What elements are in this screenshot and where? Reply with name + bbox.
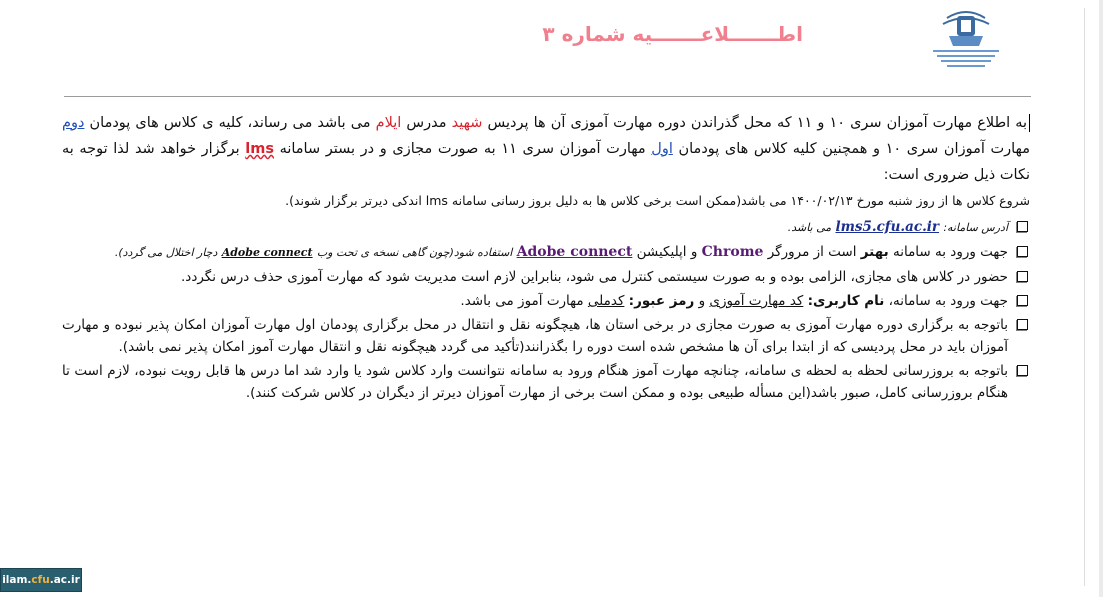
url-part-cfu: cfu	[31, 574, 50, 586]
intro-text-9: مهارت آموزان سری ۱۱ به صورت مجازی و در بستر سامانه	[279, 141, 646, 157]
university-logo	[923, 6, 1009, 78]
checkbox-bullet-icon	[1017, 271, 1028, 282]
intro-highlight-dovom: دوم	[62, 115, 85, 131]
checkbox-bullet-icon	[1017, 221, 1028, 232]
document-body	[62, 110, 1030, 406]
intro-text-1: به اطلاع مهارت آموزان سری ۱۰ و ۱۱ که محل گذراندن دوره مهارت آموزی آن ها پردیس	[487, 115, 1028, 131]
intro-highlight-shahid: شهید	[451, 115, 483, 131]
attendance-note: حضور در کلاس های مجازی، الزامی بوده و به صورت سیستمی کنترل می شود، بنابراین لازم است مدیریت شود که مهارت آموزی حذف درس نگردد.	[181, 269, 1008, 285]
password-value: کدملی	[587, 293, 625, 309]
login-text-1: جهت ورود به سامانه،	[888, 293, 1008, 309]
list-item	[62, 290, 1030, 312]
intro-highlight-aval: اول	[651, 141, 673, 157]
address-label: آدرس سامانه:	[943, 221, 1008, 234]
intro-text-7: مهارت آموزان سری ۱۰ و همچنین کلیه کلاس های پودمان	[678, 141, 1030, 157]
intro-text-11: برگزار خواهد شد لذا توجه به نکات ذیل ضروری است:	[62, 141, 1030, 183]
browser-text-5: دچار اختلال می گردد).	[114, 246, 218, 259]
login-text-2: و	[698, 293, 706, 309]
adobe-connect-label: Adobe connect	[516, 244, 633, 260]
checkbox-bullet-icon	[1017, 365, 1028, 376]
intro-paragraph	[62, 110, 1030, 188]
browser-text-2: است از مرورگر	[767, 244, 857, 260]
browser-text-bold: بهتر	[860, 244, 889, 260]
page-right-border	[1099, 0, 1103, 597]
header-divider	[64, 96, 1031, 97]
checkbox-bullet-icon	[1017, 295, 1028, 306]
browser-text-3: و اپلیکیشن	[636, 244, 698, 260]
url-part-2: .ac.ir	[49, 574, 80, 586]
intro-highlight-ilam: ایلام	[375, 115, 402, 131]
lms-address-link[interactable]: lms5.cfu.ac.ir	[835, 219, 940, 235]
chrome-label: Chrome	[701, 244, 764, 260]
text-cursor	[1029, 114, 1030, 132]
login-text-3: مهارت آموز می باشد.	[460, 293, 584, 309]
side-rule	[1084, 8, 1085, 586]
transfer-note: باتوجه به برگزاری دوره مهارت آموزی به صورت مجازی در برخی استان ها، هیچگونه نقل و انتقال در محل برگزاری پودمان اول مهارت آموزان امکان پذیر نبوده و مهارت آموزان باید در محل پردیسی که از ابتدا برای آن ها مشخص شده است دوره را بگذرانند(تأکید می گردد هیچگونه نقل و انتقال مهارت آموز امکان پذیر نمی باشد).	[62, 317, 1008, 355]
update-note: باتوجه به بروزرسانی لحظه به لحظه ی سامانه، چنانچه مهارت آموز هنگام ورود به سامانه نتوانست وارد کلاس شود یا وارد شد اما درس ها قابل رویت نبوده، لازم است تا هنگام بروزرسانی کامل، صبور باشد(این مسأله طبیعی بوده و ممکن است برخی از مهارت آموزان دیرتر از دیگران در کلاس شرکت کنند).	[62, 363, 1008, 401]
browser-text-4: استفاده شود(چون گاهی نسخه ی تحت وب	[316, 246, 513, 259]
checkbox-bullet-icon	[1017, 319, 1028, 330]
list-item	[62, 314, 1030, 358]
site-url-badge[interactable]	[0, 568, 82, 592]
list-item	[62, 216, 1030, 239]
list-item	[62, 241, 1030, 264]
notes-list	[62, 216, 1030, 404]
announcement-title	[283, 22, 803, 46]
intro-text-5: می باشد می رساند، کلیه ی کلاس های پودمان	[89, 115, 371, 131]
username-label: نام کاربری:	[807, 293, 885, 309]
intro-highlight-lms: lms	[245, 141, 274, 157]
username-value: کد مهارت آموزی	[709, 293, 804, 309]
adobe-connect-web-label: Adobe connect	[221, 246, 313, 259]
url-part-1: ilam.	[2, 574, 32, 586]
password-label: رمز عبور:	[628, 293, 695, 309]
browser-text-1: جهت ورود به سامانه	[892, 244, 1008, 260]
list-item	[62, 360, 1030, 404]
address-suffix: می باشد.	[787, 221, 832, 234]
title-text: اطـــــــلاعـــــــیه شماره ۳	[542, 22, 803, 46]
start-note: شروع کلاس ها از روز شنبه مورخ ۱۴۰۰/۰۲/۱۳ می باشد(ممکن است برخی کلاس ها به دلیل بروز رسانی سامانه lms اندکی دیرتر برگزار شوند).	[285, 193, 1030, 208]
checkbox-bullet-icon	[1017, 246, 1028, 257]
intro-text-3: مدرس	[406, 115, 447, 131]
list-item	[62, 266, 1030, 288]
